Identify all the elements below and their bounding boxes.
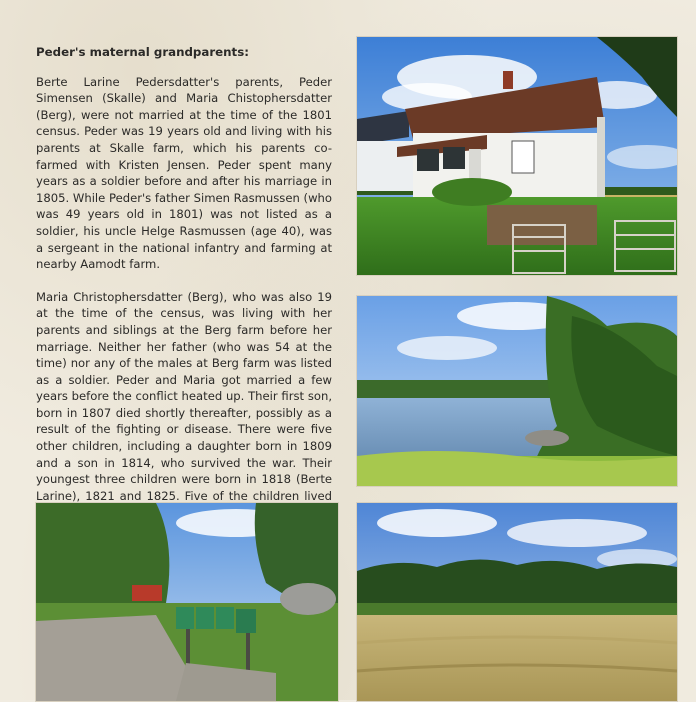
paragraph-2: Maria Christophersdatter (Berg), who was also 19 at the time of the census, was living with her parents and siblings at the Berg farm before her marriage. Neither her father (who was 54 at the time) nor any of the males at Berg farm was listed as a soldier. Peder and Maria got married a few years before the conflict heated up. Their first son, born in 1807 died shortly thereafter, possibly as a result of the fighting or disease. There were five other children, including a daughter born in 1809 and a son in 1814, who survived the war. Their youngest three children were born in 1818 (Berte Larine), 1821 and 1825. Five of the children lived: [36, 289, 332, 503]
farmhouse-photo: [356, 36, 678, 276]
wheat-field-photo: [356, 502, 678, 702]
section-heading: Peder's maternal grandparents:: [36, 45, 249, 59]
text-column: [36, 44, 332, 537]
paragraph-1: Berte Larine Pedersdatter's parents, Peder Simensen (Skalle) and Maria Chistophersdatter (Berg), were not married at the time of the 1801 census. Peder was 19 years old and living with his parents at Skalle farm, which his parents co-farmed with Kristen Jensen. Peder spent many years as a soldier before and after his marriage in 1805. While Peder's father Simen Rasmussen (who was 49 years old in 1801) was not listed as a soldier, his uncle Helge Rasmussen (age 40), was a sergeant in the national infantry and farming at nearby Aamodt farm.: [36, 74, 332, 272]
road-mailboxes-photo: [35, 502, 339, 702]
lake-photo: [356, 295, 678, 487]
